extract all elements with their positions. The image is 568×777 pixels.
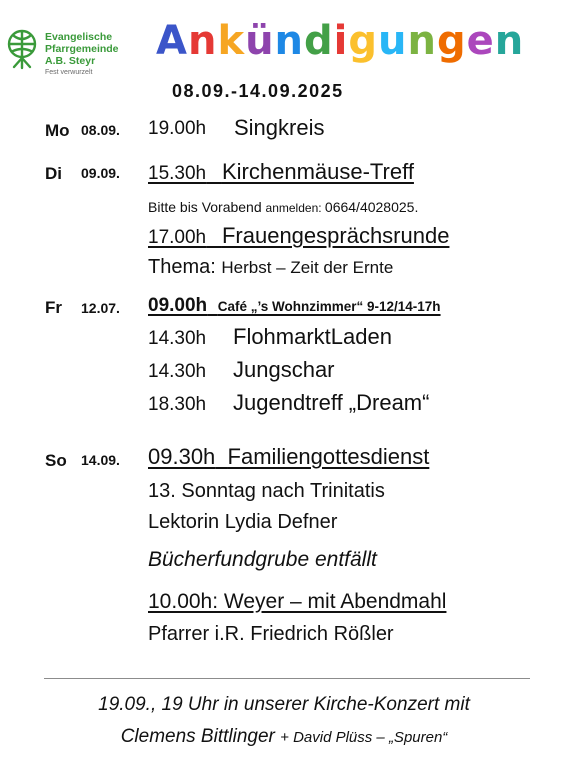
title-letter: d — [304, 18, 334, 64]
event-time: 09.30h — [148, 444, 216, 469]
event-line — [148, 444, 429, 470]
event-time: 18.30h — [148, 394, 207, 415]
title-letter: n — [187, 18, 218, 64]
event-time: 17.00h — [148, 227, 207, 248]
title-letter: n — [494, 18, 525, 64]
event-title: Frauengesprächsrunde — [221, 223, 450, 248]
title-letter: g — [348, 18, 379, 64]
event-line — [148, 159, 414, 185]
day-label: Di — [45, 164, 62, 183]
event-theme: Thema: Herbst – Zeit der Ernte — [148, 256, 394, 278]
title-letter: A — [156, 18, 188, 64]
event-line: 10.00h: Weyer – mit Abendmahl — [148, 590, 447, 613]
logo-line-1: Evangelische — [45, 31, 113, 43]
event-notice: Bücherfundgrube entfällt — [148, 548, 377, 571]
title-letter: n — [274, 18, 305, 64]
event-time: 19.00h — [148, 118, 207, 139]
event-title: Jungschar — [233, 357, 335, 382]
event-detail: 13. Sonntag nach Trinitatis — [148, 480, 385, 502]
footer-line-2: Clemens Bittlinger + David Plüss – „Spuren“ — [120, 726, 448, 747]
event-title: Familiengottesdienst — [227, 444, 430, 469]
footer-line-1: 19.09., 19 Uhr in unserer Kirche-Konzert mit — [98, 694, 470, 715]
event-time: 14.30h — [148, 328, 207, 349]
event-time: 15.30h — [148, 163, 207, 184]
logo-line-3: A.B. Steyr — [45, 55, 96, 67]
title-letter: u — [378, 18, 408, 64]
event-title: Singkreis — [234, 115, 325, 140]
day-date: 09.09. — [81, 165, 120, 181]
divider — [44, 678, 530, 679]
title-letter: n — [407, 18, 437, 64]
event-time: 14.30h — [148, 361, 207, 382]
event-title: Café „’s Wohnzimmer“ 9-12/14-17h — [217, 299, 441, 314]
event-title: Kirchenmäuse-Treff — [221, 159, 414, 184]
title-letter: i — [333, 18, 349, 64]
title-letter: e — [466, 18, 495, 64]
day-date: 12.07. — [81, 300, 120, 316]
date-range: 08.09.-14.09.2025 — [172, 81, 344, 101]
event-line — [148, 223, 449, 249]
day-label: Mo — [45, 121, 70, 140]
logo-tagline: Fest verwurzelt — [45, 69, 93, 76]
title-letter: g — [437, 18, 467, 64]
day-date: 08.09. — [81, 122, 120, 138]
event-line — [148, 295, 441, 317]
day-date: 14.09. — [81, 452, 120, 468]
day-label: So — [45, 451, 67, 470]
event-detail: Lektorin Lydia Defner — [148, 511, 338, 533]
event-detail: Pfarrer i.R. Friedrich Rößler — [148, 623, 394, 645]
registration-note: Bitte bis Vorabend anmelden: 0664/4028025. — [148, 199, 419, 215]
day-label: Fr — [45, 298, 62, 317]
logo-line-2: Pfarrgemeinde — [45, 43, 119, 55]
tree-icon — [5, 28, 39, 70]
title-letter: k — [217, 18, 246, 64]
page-title — [156, 18, 524, 64]
event-title: Jugendtreff „Dream“ — [233, 390, 430, 415]
event-time: 09.00h — [148, 295, 208, 316]
title-letter: ü — [245, 18, 275, 64]
event-title: FlohmarktLaden — [233, 324, 392, 349]
